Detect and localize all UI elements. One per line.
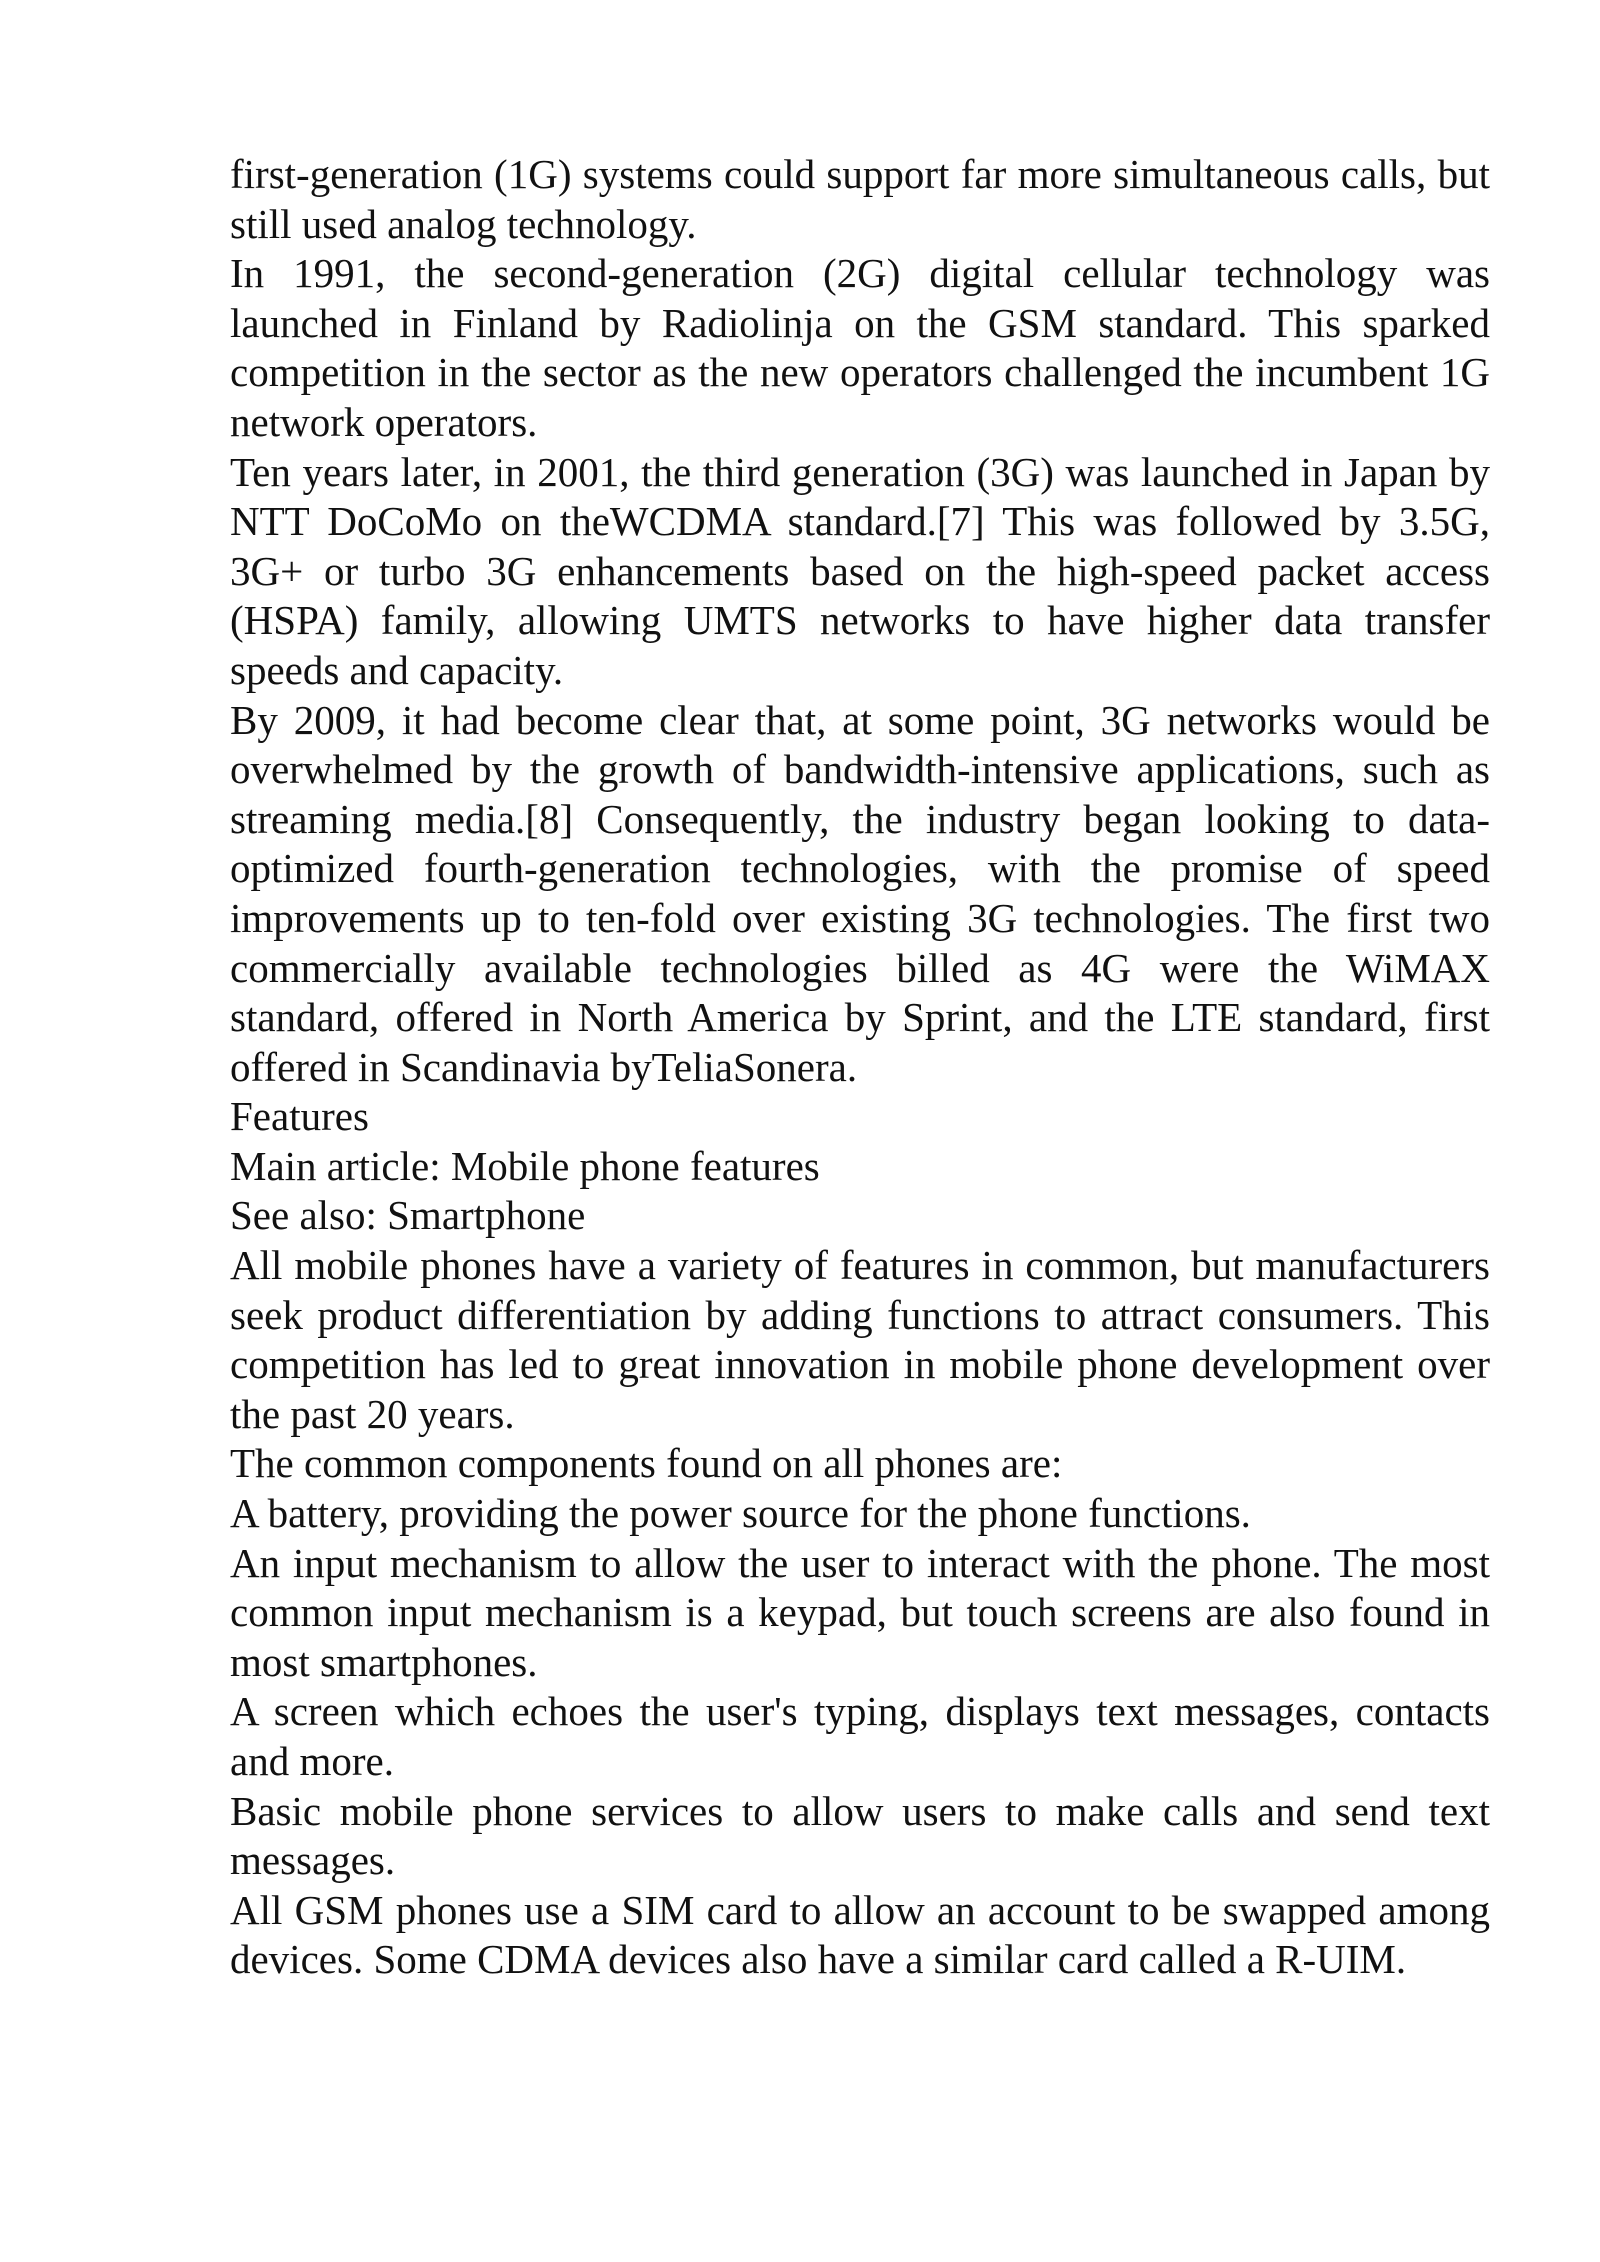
paragraph-3g-launch: Ten years later, in 2001, the third generation (3G) was launched in Japan by NTT DoCoMo on theWCDMA standard.[7] This was followed by 3.5G, 3G+ or turbo 3G enhancements based on the high-speed packet access (HSPA) family, allowing UMTS networks to have higher data transfer speeds and capacity. [230,448,1490,693]
paragraph-4g-technologies: By 2009, it had become clear that, at some point, 3G networks would be overwhelmed by the growth of bandwidth-intensive applications, such as streaming media.[8] Consequently, the industry began looking to data-optimized fourth-generation technologies, with the promise of speed improvements up to ten-fold over existing 3G technologies. The first two commercially available technologies billed as 4G were the WiMAX standard, offered in North America by Sprint, and the LTE standard, first offered in Scandinavia byTeliaSonera. [230,696,1490,1090]
paragraph-1g-systems: first-generation (1G) systems could support far more simultaneous calls, but still used analog technology. [230,151,1490,247]
paragraph-screen: A screen which echoes the user's typing, displays text messages, contacts and more. [230,1688,1490,1784]
section-heading-features: Features [230,1093,369,1140]
paragraph-battery: A battery, providing the power source for the phone functions. [230,1490,1251,1537]
paragraph-features-intro: All mobile phones have a variety of features in common, but manufacturers seek product differentiation by adding functions to attract consumers. This competition has led to great innovation in mobile phone development over the past 20 years. [230,1242,1490,1437]
paragraph-input-mechanism: An input mechanism to allow the user to interact with the phone. The most common input mechanism is a keypad, but touch screens are also found in most smartphones. [230,1539,1490,1685]
see-also-note: See also: Smartphone [230,1192,586,1239]
paragraph-basic-services: Basic mobile phone services to allow users to make calls and send text messages. [230,1787,1490,1884]
document-page [230,150,1490,1985]
paragraph-2g-launch: In 1991, the second-generation (2G) digital cellular technology was launched in Finland by Radiolinja on the GSM standard. This sparked competition in the sector as the new operators challenged the incumbent 1G network operators. [230,250,1490,445]
paragraph-sim-card: All GSM phones use a SIM card to allow an account to be swapped among devices. Some CDMA devices also have a similar card called a R-UIM. [230,1886,1490,1983]
paragraph-common-components: The common components found on all phones are: [230,1440,1063,1487]
main-article-note: Main article: Mobile phone features [230,1142,820,1189]
